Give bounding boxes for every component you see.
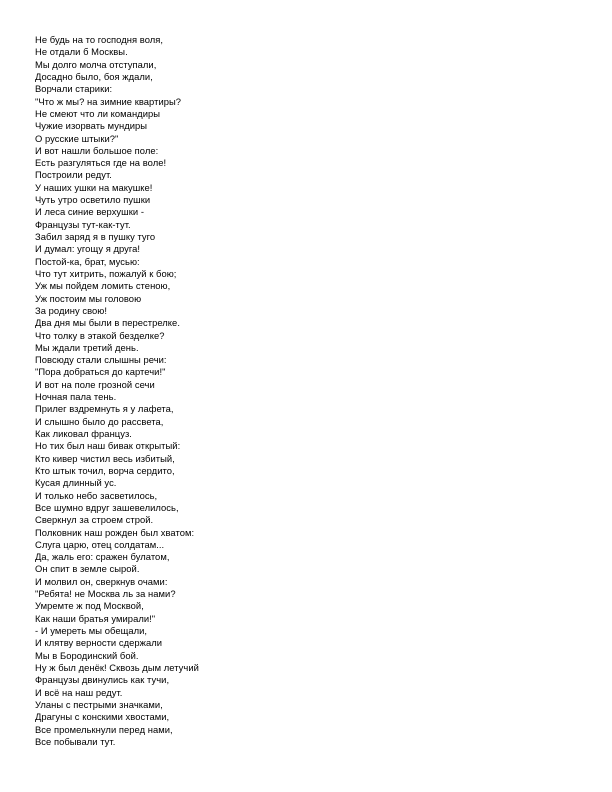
poem-line: Чуть утро осветило пушки bbox=[35, 194, 151, 206]
poem-line: Драгуны с конскими хвостами, bbox=[35, 711, 170, 723]
poem-line: Кто штык точил, ворча сердито, bbox=[35, 464, 175, 476]
poem-line: Да, жаль его: сражен булатом, bbox=[35, 551, 170, 563]
poem-line: Умремте ж под Москвой, bbox=[35, 600, 144, 612]
poem-line: Он спит в земле сырой. bbox=[35, 563, 140, 575]
poem-line: Мы ждали третий день. bbox=[35, 341, 139, 353]
poem-line: И молвил он, сверкнув очами: bbox=[35, 575, 168, 587]
poem-line: Уланы с пестрыми значками, bbox=[35, 698, 163, 710]
poem-line: Слуга царю, отец солдатам... bbox=[35, 538, 165, 550]
poem-line: Прилег вздремнуть я у лафета, bbox=[35, 403, 174, 415]
poem-line: Забил заряд я в пушку туго bbox=[35, 231, 156, 242]
poem-line: "Что ж мы? на зимние квартиры? bbox=[35, 95, 182, 107]
poem-line: У наших ушки на макушке! bbox=[35, 181, 153, 193]
poem-line: Ну ж был денёк! Сквозь дым летучий bbox=[35, 661, 199, 673]
poem-line: И вот на поле грозной сечи bbox=[35, 378, 155, 390]
poem-line: И клятву верности сдержали bbox=[35, 637, 163, 649]
poem-line: Как наши братья умирали!" bbox=[35, 612, 156, 624]
poem-line: Как ликовал француз. bbox=[35, 428, 132, 439]
poem-line: И всё на наш редут. bbox=[35, 686, 123, 698]
poem-line: И леса синие верхушки - bbox=[35, 206, 144, 218]
poem-line: Постой-ка, брат, мусью: bbox=[35, 255, 140, 267]
poem-line: За родину свою! bbox=[35, 304, 108, 316]
poem-line: Два дня мы были в перестрелке. bbox=[35, 317, 180, 329]
poem-line: Кусая длинный ус. bbox=[35, 477, 117, 489]
poem-text bbox=[35, 34, 199, 748]
poem-line: О русские штыки?" bbox=[35, 132, 119, 144]
poem-line: Французы двинулись как тучи, bbox=[35, 674, 170, 686]
poem-line: Повсюду стали слышны речи: bbox=[35, 354, 167, 366]
poem-line: Мы в Бородинский бой. bbox=[35, 649, 139, 661]
poem-line: Все шумно вдруг зашевелилось, bbox=[35, 501, 179, 513]
poem-line: И слышно было до рассвета, bbox=[35, 415, 164, 427]
poem-line: Все промелькнули перед нами, bbox=[35, 723, 173, 735]
poem-line: Уж постоим мы головою bbox=[35, 292, 142, 304]
poem-line: Мы долго молча отступали, bbox=[35, 58, 157, 70]
poem-line: Ворчали старики: bbox=[35, 83, 113, 95]
poem-line: Не смеют что ли командиры bbox=[35, 107, 161, 119]
poem-line: Есть разгуляться где на воле! bbox=[35, 157, 167, 169]
poem-line: Кто кивер чистил весь избитый, bbox=[35, 452, 175, 464]
poem-line: Что толку в этакой безделке? bbox=[35, 329, 165, 341]
poem-line: Но тих был наш бивак открытый: bbox=[35, 440, 181, 452]
poem-line: И вот нашли большое поле: bbox=[35, 144, 159, 156]
poem-line: Не будь на то господня воля, bbox=[35, 34, 164, 45]
poem-line: - И умереть мы обещали, bbox=[35, 625, 148, 636]
poem-line: Полковник наш рожден был хватом: bbox=[35, 526, 195, 538]
poem-line: И только небо засветилось, bbox=[35, 489, 158, 501]
poem-line: "Ребята! не Москва ль за нами? bbox=[35, 588, 176, 600]
poem-line: Все побывали тут. bbox=[35, 735, 116, 747]
poem-line: Уж мы пойдем ломить стеною, bbox=[35, 280, 171, 292]
poem-line: Сверкнул за строем строй. bbox=[35, 514, 154, 526]
poem-line: Ночная пала тень. bbox=[35, 391, 117, 403]
poem-line: "Пора добраться до картечи!" bbox=[35, 366, 166, 378]
poem-line: Не отдали б Москвы. bbox=[35, 46, 128, 58]
poem-line: Что тут хитрить, пожалуй к бою; bbox=[35, 267, 177, 279]
poem-line: И думал: угощу я друга! bbox=[35, 243, 141, 255]
poem-line: Построили редут. bbox=[35, 169, 112, 181]
poem-line: Чужие изорвать мундиры bbox=[35, 120, 148, 132]
poem-line: Досадно было, боя ждали, bbox=[35, 70, 153, 82]
poem-line: Французы тут-как-тут. bbox=[35, 218, 131, 230]
